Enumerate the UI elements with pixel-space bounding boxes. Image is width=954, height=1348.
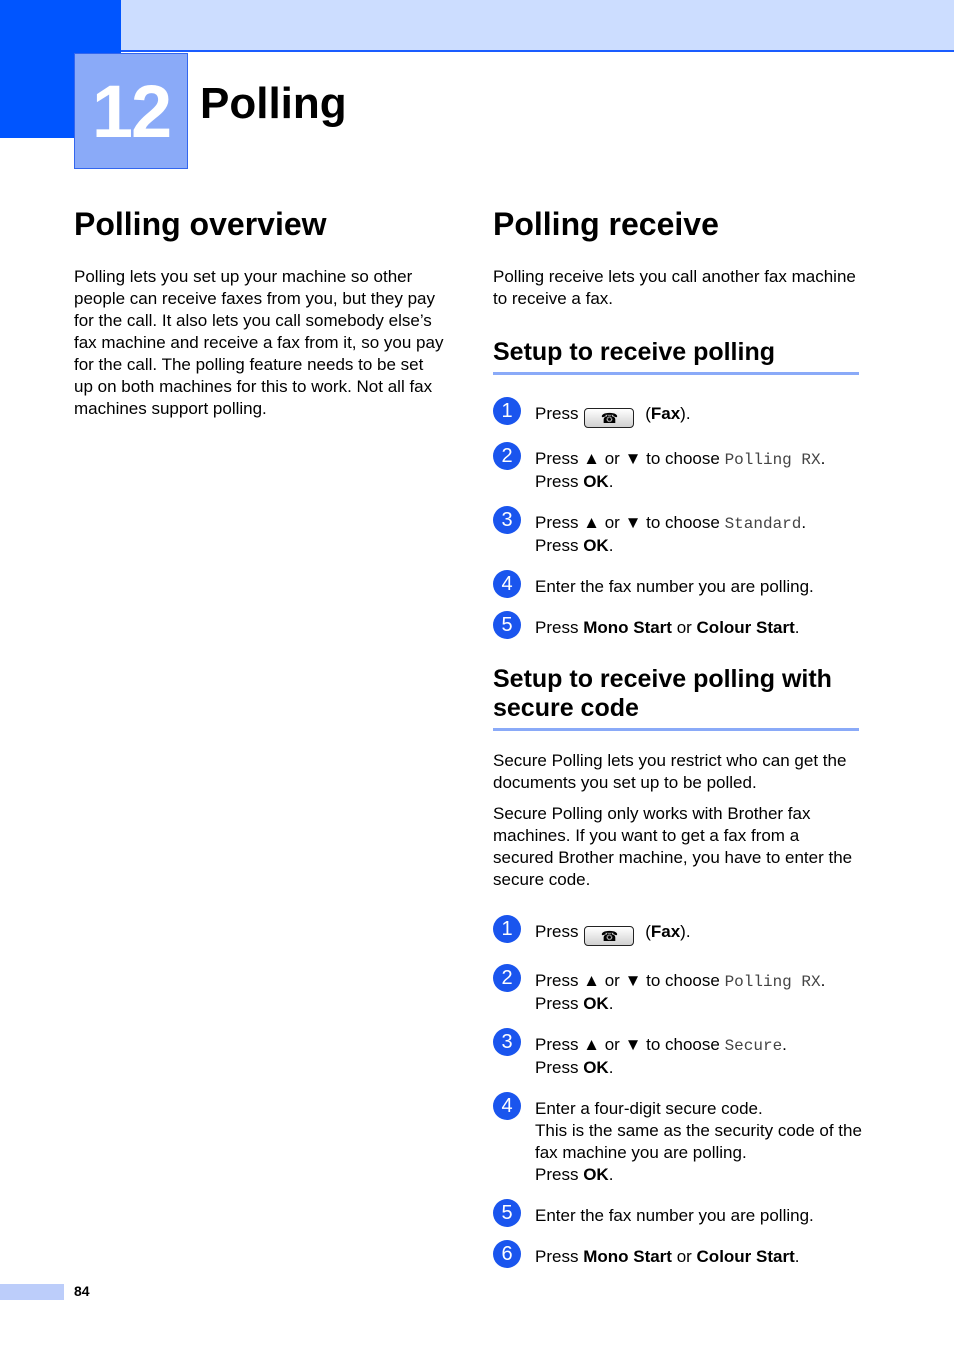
step-text: Press — [535, 1165, 584, 1184]
step-text: Press ▲ or ▼ to choose — [535, 971, 725, 990]
step-number: 5 — [493, 611, 521, 639]
step-text: . — [608, 1058, 614, 1077]
menu-option: Secure — [724, 1037, 783, 1055]
step-number: 3 — [493, 506, 521, 534]
colour-start-key-label: Colour Start — [696, 1247, 795, 1266]
receive-intro: Polling receive lets you call another fax machine to receive a fax. — [493, 267, 856, 308]
step-number: 2 — [493, 442, 521, 470]
step-text: or — [671, 1247, 697, 1266]
list-item — [493, 967, 863, 1015]
ok-key-label: OK — [583, 1165, 609, 1184]
secure-p2: Secure Polling only works with Brother fax machines. If you want to get a fax from a secured Brother machine, you have to enter the secure code. — [493, 804, 853, 889]
list-item — [493, 1202, 863, 1227]
secure-steps — [493, 918, 863, 1268]
list-item — [493, 614, 863, 639]
chapter-title: Polling — [200, 79, 347, 128]
mono-start-key-label: Mono Start — [583, 1247, 672, 1266]
step-text: Enter a four-digit secure code. — [535, 1099, 763, 1118]
menu-option: Polling RX — [724, 451, 821, 469]
list-item — [493, 445, 863, 493]
setup-steps — [493, 400, 863, 639]
step-number: 1 — [493, 397, 521, 425]
step-number: 2 — [493, 964, 521, 992]
fax-key-label: Fax — [650, 922, 681, 941]
step-text: . — [608, 994, 614, 1013]
overview-body: Polling lets you set up your machine so other people can receive faxes from you, but they pay for the call. It also lets you call somebody else’s fax machine and receive a fax from it, so you pay for the call. The polling feature needs to be set up on both machines for this to work. Not all fax machines support polling. — [74, 267, 444, 418]
step-number: 3 — [493, 1028, 521, 1056]
step-text: Press — [535, 472, 584, 491]
list-item — [493, 1095, 863, 1186]
step-text: ). — [680, 404, 691, 423]
fax-key-label: Fax — [650, 404, 681, 423]
step-text: Press — [535, 536, 584, 555]
fax-machine-icon: ☎ — [584, 926, 634, 946]
colour-start-key-label: Colour Start — [696, 618, 795, 637]
step-text: Press — [535, 404, 579, 423]
receive-heading: Polling receive — [493, 206, 719, 242]
step-text: . — [801, 513, 807, 532]
list-item — [493, 400, 863, 428]
menu-option: Standard — [724, 515, 802, 533]
step-text: Press ▲ or ▼ to choose — [535, 1035, 725, 1054]
step-text: Press — [535, 1058, 584, 1077]
chapter-number: 12 — [74, 53, 188, 169]
step-text: ( — [640, 404, 651, 423]
list-item — [493, 1243, 863, 1268]
page-tab — [0, 1284, 64, 1300]
step-text: Enter the fax number you are polling. — [535, 577, 814, 596]
ok-key-label: OK — [583, 994, 609, 1013]
step-text: or — [671, 618, 697, 637]
secure-heading — [493, 665, 859, 731]
step-number: 1 — [493, 915, 521, 943]
step-text: . — [608, 472, 614, 491]
list-item — [493, 509, 863, 557]
fax-machine-icon: ☎ — [584, 408, 634, 428]
ok-key-label: OK — [583, 472, 609, 491]
step-text: ). — [680, 922, 691, 941]
list-item — [493, 573, 863, 598]
secure-p1: Secure Polling lets you restrict who can get the documents you set up to be polled. — [493, 751, 847, 792]
step-text: . — [608, 536, 614, 555]
step-text: . — [794, 1247, 800, 1266]
overview-section — [74, 204, 444, 420]
step-text: Press — [535, 1247, 584, 1266]
list-item — [493, 1031, 863, 1079]
list-item — [493, 918, 863, 946]
ok-key-label: OK — [583, 536, 609, 555]
menu-option: Polling RX — [724, 973, 821, 991]
mono-start-key-label: Mono Start — [583, 618, 672, 637]
step-text: Press — [535, 994, 584, 1013]
header-band — [0, 0, 954, 52]
page-number: 84 — [74, 1283, 90, 1299]
step-text: . — [782, 1035, 787, 1054]
secure-heading-line: secure code — [493, 694, 639, 722]
secure-heading-line: Setup to receive polling with — [493, 665, 832, 693]
step-text: Press ▲ or ▼ to choose — [535, 513, 725, 532]
step-text: . — [608, 1165, 614, 1184]
step-number: 4 — [493, 570, 521, 598]
step-number: 5 — [493, 1199, 521, 1227]
step-number: 4 — [493, 1092, 521, 1120]
step-number: 6 — [493, 1240, 521, 1268]
step-text: This is the same as the security code of the fax machine you are polling. — [535, 1121, 862, 1162]
step-text: Press — [535, 922, 579, 941]
step-text: Press ▲ or ▼ to choose — [535, 449, 725, 468]
step-text: . — [794, 618, 800, 637]
step-text: . — [820, 449, 826, 468]
setup-heading: Setup to receive polling — [493, 338, 859, 375]
overview-heading: Polling overview — [74, 206, 327, 242]
step-text: . — [820, 971, 826, 990]
receive-section — [493, 204, 863, 1268]
step-text: Press — [535, 618, 584, 637]
step-text: ( — [640, 922, 651, 941]
ok-key-label: OK — [583, 1058, 609, 1077]
step-text: Enter the fax number you are polling. — [535, 1206, 814, 1225]
